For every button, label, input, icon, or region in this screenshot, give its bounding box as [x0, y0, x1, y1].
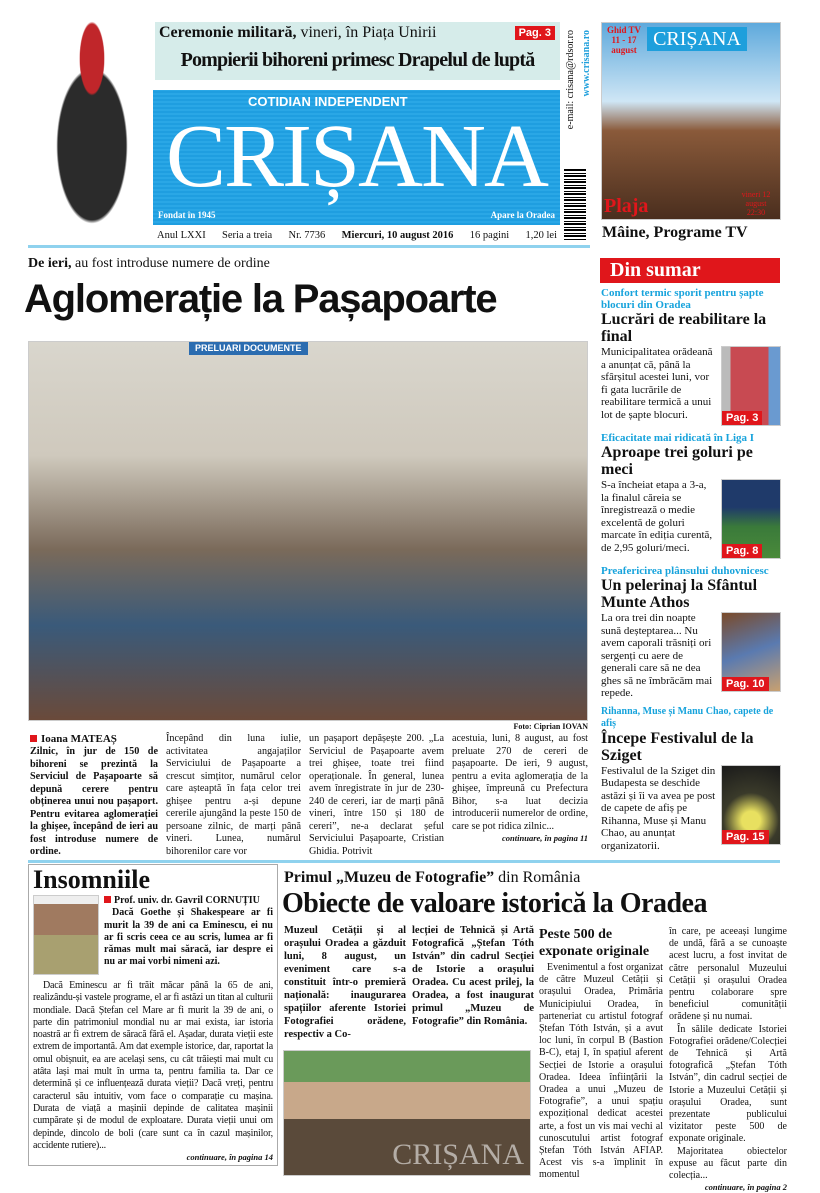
issue-pages: 16 pagini	[469, 230, 510, 241]
summary-kicker: Rihanna, Muse și Manu Chao, capete de afiș	[601, 705, 774, 729]
summary-headline: Lucrări de reabilitare la final	[601, 311, 767, 345]
issue-series: Seria a treia	[222, 230, 273, 241]
column-continue-link[interactable]: continuare, în pagina 14	[186, 1152, 273, 1163]
museum-body-col3: În sălile dedicate Istoriei Fotografiei orădene/Colecției de Tehnică și Artă fotografică „Ștefan Tóth István”, din cadrul secției de Istorie a Muzeului Cetății și orașului Oradea, sunt prezentate publicului vizitator peste 500 de exponate originale.	[669, 1023, 787, 1145]
summary-text: Municipalitatea orădeană a anunțat că, până la sfârșitul acestei luni, vor fi gata lucrările de reabilitare termică a unui lot de șapte blocuri.	[601, 346, 713, 421]
lead-intro: Zilnic, în jur de 150 de bihoreni se prezintă la Serviciul de Pașapoarte să depună cerere pentru obținerea unui nou pașaport. Pentru evitarea aglomerației la ghișee, începând de ieri au fost introduse numere de ordine.	[30, 746, 158, 857]
summary-kicker: Eficacitate mai ridicată în Liga I	[601, 432, 755, 444]
summary-item[interactable]	[601, 565, 781, 700]
masthead-title: CRIȘANA	[165, 107, 548, 206]
lead-body-col2: un pașaport depășește 200. „La Serviciul de Pașapoarte avem trei ghișee, toate trei fiind operaționale. În general, lunea avem înregistrate în jur de 230-240 de cereri, iar de marți până vineri, între 150 și 180 de cereri”, ne-a declarat șeful Serviciului Pașapoarte, Cristian Ghidia. Potrivit	[309, 733, 444, 857]
summary-headline: Aproape trei goluri pe meci	[601, 444, 753, 478]
summary-list	[601, 287, 781, 858]
summary-title: Din sumar	[600, 258, 780, 283]
contact-email[interactable]: e-mail: crisana@rdsor.ro	[565, 30, 576, 130]
photo-sign: PRELUARI DOCUMENTE	[189, 342, 308, 355]
top-banner-kicker: Ceremonie militară, vineri, în Piața Unirii	[159, 24, 437, 41]
summary-kicker: Preafericirea plânsului duhovnicesc	[601, 565, 769, 577]
museum-continue-link[interactable]: continuare, în pagina 2	[704, 1182, 787, 1193]
summary-text: Festivalul de la Sziget din Budapesta se deschide astăzi și îi va avea pe post de capete de afiș pe Rihanna, Muse și Manu Chao, au anunțat organizatorii.	[601, 764, 716, 852]
tv-movie-title: Plaja	[604, 195, 649, 217]
museum-intro-col1: Muzeul Cetății și al orașului Oradea a găzduit luni, 8 august, un eveniment care s-a constituit într-o premieră națională: inaugurarea spațiilor aferente Istoriei Fotografiei orădene, respectiv a Co-	[284, 925, 406, 1040]
column-intro: Dacă Goethe și Shakespeare ar fi murit la 39 de ani ca Eminescu, ei nu ar fi scris ceea ce au scris, lumea ar fi rămas mult mai săracă, iar despre ei nu ar mai vorbi nimeni azi.	[104, 907, 273, 968]
photo-credit: Foto: Ciprian IOVAN	[513, 722, 588, 731]
museum-body-col4: Majoritatea obiectelor expuse au făcut parte din colecția...	[669, 1145, 787, 1182]
festival-photo	[721, 765, 781, 845]
lead-continue-link[interactable]: continuare, în pagina 11	[502, 833, 588, 843]
author-photo	[33, 895, 99, 975]
museum-photo	[283, 1050, 531, 1176]
page-badge: Pag. 15	[722, 830, 769, 844]
masthead-tagline: COTIDIAN INDEPENDENT	[248, 94, 408, 109]
tv-guide-logo: CRIȘANA	[647, 27, 747, 51]
tv-airtime: vineri 12 august 22:30	[741, 190, 771, 217]
page-badge: Pag. 8	[722, 544, 762, 558]
firefighter-photo	[32, 15, 152, 233]
summary-kicker: Confort termic sporit pentru șapte blocuri din Oradea	[601, 287, 764, 311]
summary-headline: Un pelerinaj la Sfântul Munte Athos	[601, 577, 758, 611]
top-banner[interactable]	[155, 22, 560, 80]
contact-website[interactable]: www.crisana.ro	[581, 30, 592, 97]
lead-headline[interactable]: Aglomerație la Pașapoarte	[24, 277, 497, 321]
lead-photo	[28, 341, 588, 721]
column-body: Dacă Eminescu ar fi trăit măcar până la 65 de ani, realizându-și vastele programe, el ar fi astăzi un titan al culturii mondiale. Dacă Ștefan cel Mare ar fi murit la 39 de ani, o parte din patrimoniul mondial nu ar mai exista, iar istoria noastră ar fi extrem de săracă fără el. Așadar, durata vieții este extrem de importantă. Am dat exemple istorice, dar, raportat la omul obișnuit, ea are același sens, cu cât trăiești mai mult cu atâta lași mai mult în urma ta, pentru familia ta. Dar ce determină și ce influențează durata vieții? Dacă vreți, pentru caracterul său intuitiv, vom face o comparație cu mașina. Durata de viață a mașinii depinde de calitatea mașinii cumpărate și de modul de exploatare. Durata vieții unui om depinde, dincolo de boli (care sunt ca în cazul mașinilor, accidente rutiere)...	[33, 980, 273, 1151]
watermark: CRIȘANA	[392, 1138, 524, 1171]
museum-subhead: Peste 500 de exponate originale	[539, 927, 650, 959]
building-photo	[721, 346, 781, 426]
summary-text: La ora trei din noapte sună deșteptarea... Nu avem caporali trăsniți ori sergenți cu aere de generali care să ne dea ghes să ne îmbrăcăm mai repede.	[601, 612, 713, 699]
museum-body-col2: în care, pe aceeași lungime de undă, fără a se cunoaște acest lucru, a fost invitat de către personalul Muzeului Cetății și orașului Oradea pentru colaborare spre beneficiul comunității orădene și nu numai.	[669, 926, 787, 1023]
bullet-icon	[104, 896, 111, 903]
summary-text: S-a încheiat etapa a 3-a, la finalul căreia se înregistrează o medie excelentă de goluri marcate în ediția curentă, de 2,95 goluri/meci.	[601, 479, 713, 554]
issue-price: 1,20 lei	[525, 230, 557, 241]
lead-intro-column	[30, 733, 158, 859]
tv-guide-dates: Ghid TV 11 - 17 august	[606, 25, 642, 55]
lead-kicker: De ieri, au fost introduse numere de ordine	[28, 256, 270, 271]
summary-headline: Începe Festivalul de la Sziget	[601, 729, 754, 764]
summary-item[interactable]	[601, 287, 781, 426]
tv-guide-cover[interactable]	[601, 22, 781, 220]
page-badge: Pag. 10	[722, 677, 769, 691]
church-photo	[721, 612, 781, 692]
lead-author: Ioana MATEAȘ	[30, 733, 158, 746]
summary-item[interactable]	[601, 432, 781, 559]
appears-text: Apare la Oradea	[490, 210, 555, 220]
tv-promo-caption[interactable]: Mâine, Programe TV	[602, 224, 748, 241]
barcode	[564, 168, 586, 240]
section-divider	[28, 860, 780, 863]
football-photo	[721, 479, 781, 559]
summary-item[interactable]	[601, 706, 781, 853]
column-title: Insomniile	[33, 865, 151, 894]
header-divider	[28, 245, 590, 248]
lead-body-col3: acestuia, luni, 8 august, au fost preluate 270 de cereri de pașapoarte. De ieri, 9 august, pentru a evita aglomerația de la ghișee, împreună cu Prefectura Bihor, s-a luat decizia introducerii numerelor de ordine, care se pot ridica zilnic...	[452, 733, 588, 832]
issue-info	[157, 229, 557, 242]
issue-number: Nr. 7736	[288, 230, 326, 241]
lead-body-col1: Începând din luna iulie, activitatea angajaților Serviciului de Pașapoarte a crescut simțitor, numărul celor care așteaptă în fața celor trei ghișee pentru a-și depune cererile ajungând la peste 150 de persoane zilnic, de marți până vineri. Lunea, numărul bihorenilor care vor	[166, 733, 301, 857]
issue-year: Anul LXXI	[157, 230, 206, 241]
museum-headline[interactable]: Obiecte de valoare istorică la Oradea	[282, 888, 707, 919]
issue-date: Miercuri, 10 august 2016	[341, 230, 454, 241]
museum-kicker: Primul „Muzeu de Fotografie” din România	[284, 869, 581, 886]
museum-intro-col2: lecției de Tehnică și Artă Fotografică „Ștefan Tóth István” din cadrul Secției de Istorie a orașului Oradea. Cu acest prilej, la Oradea, a fost inaugurat primul „Muzeu de Fotografie” din România.	[412, 925, 534, 1027]
page-badge: Pag. 3	[722, 411, 762, 425]
bullet-icon	[30, 735, 37, 742]
founded-text: Fondat în 1945	[158, 210, 216, 220]
page-badge: Pag. 3	[515, 26, 555, 40]
masthead-logo	[153, 90, 560, 225]
museum-body-col1: Evenimentul a fost organizat de către Muzeul Cetății și orașului Oradea, Primăria Municipiului Oradea, în parteneriat cu artistul fotograf Ștefan Tóth István, și a avut loc luni, în corpul B (Bastion B-C), etaj I, în spațiul aferent Secției de Istorie a orașului Oradea. Ideea înființării la Oradea a unui „Muzeu de Fotografie”, a unui spațiu expozițional dedicat acestei arte, a fost un vis mai vechi al cunoscutului artist fotograf Ștefan Tóth István AFIAP. Acest vis s-a împlinit în momentul	[539, 962, 663, 1181]
top-banner-headline: Pompierii bihoreni primesc Drapelul de luptă	[180, 49, 535, 71]
column-author: Prof. univ. dr. Gavril CORNUȚIU	[104, 895, 273, 907]
insomnia-column	[28, 864, 278, 1166]
